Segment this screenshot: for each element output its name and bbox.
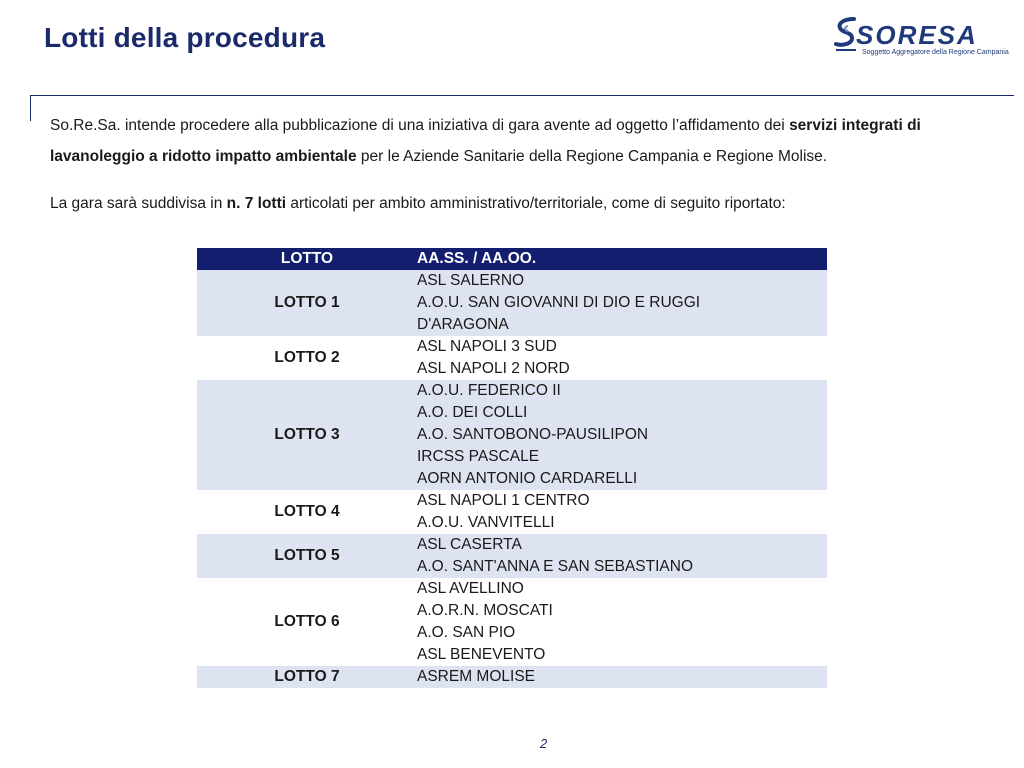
lot-label: LOTTO 3 [197, 380, 417, 490]
page-title: Lotti della procedura [44, 22, 326, 53]
entity-name: ASL AVELLINO [417, 580, 524, 597]
lots-table-body [197, 270, 827, 688]
intro-p2-bold: n. 7 lotti [226, 195, 287, 212]
logo-wordmark: SORESA [856, 20, 978, 50]
intro-paragraph-2 [50, 188, 1000, 219]
entity-name: A.O. SAN PIO [417, 624, 516, 641]
table-row [197, 490, 827, 534]
lot-entities [417, 666, 827, 688]
entity-name: AORN ANTONIO CARDARELLI [417, 470, 638, 487]
entity-name: A.O. SANTOBONO-PAUSILIPON [417, 426, 649, 443]
soresa-logo [834, 16, 1009, 60]
entity-name: A.O.U. VANVITELLI [417, 514, 555, 531]
header-divider-tick [30, 95, 31, 121]
lot-label: LOTTO 5 [197, 534, 417, 578]
header-divider [30, 95, 1014, 96]
lot-entities [417, 380, 827, 490]
page-number: 2 [540, 736, 548, 751]
soresa-logo-icon [834, 16, 858, 56]
lot-label: LOTTO 6 [197, 578, 417, 666]
table-row [197, 270, 827, 336]
lot-label: LOTTO 7 [197, 666, 417, 688]
entity-name: ASL NAPOLI 1 CENTRO [417, 492, 590, 509]
entity-name: D'ARAGONA [417, 316, 509, 333]
intro-paragraph-1 [50, 110, 1000, 172]
column-header-aziende: AA.SS. / AA.OO. [417, 248, 827, 270]
entity-name: ASREM MOLISE [417, 668, 535, 685]
entity-name: A.O. DEI COLLI [417, 404, 528, 421]
intro-p1-bold: servizi integrati di lavanoleggio a ridotto impatto ambientale [50, 117, 921, 165]
logo-subtitle: Soggetto Aggregatore della Regione Campania [862, 49, 1009, 56]
entity-name: ASL SALERNO [417, 272, 525, 289]
entity-name: A.O. SANT'ANNA E SAN SEBASTIANO [417, 558, 694, 575]
lot-entities [417, 336, 827, 380]
lot-entities [417, 490, 827, 534]
lot-entities [417, 534, 827, 578]
intro-p1-text-a: So.Re.Sa. intende procedere alla pubblicazione di una iniziativa di gara avente ad oggetto l’affidamento dei [50, 117, 790, 134]
lots-table-header [197, 248, 827, 270]
entity-name: IRCSS PASCALE [417, 448, 540, 465]
lot-entities [417, 578, 827, 666]
table-row [197, 578, 827, 666]
lot-label: LOTTO 2 [197, 336, 417, 380]
table-row [197, 534, 827, 578]
intro-p1-text-b: per le Aziende Sanitarie della Regione Campania e Regione Molise. [356, 148, 828, 165]
intro-p2-text-b: articolati per ambito amministrativo/territoriale, come di seguito riportato: [286, 195, 786, 212]
column-header-lotto: LOTTO [197, 248, 417, 270]
entity-name: ASL CASERTA [417, 536, 522, 553]
entity-name: A.O.U. SAN GIOVANNI DI DIO E RUGGI [417, 294, 701, 311]
entity-name: ASL NAPOLI 3 SUD [417, 338, 557, 355]
entity-name: A.O.U. FEDERICO II [417, 382, 561, 399]
intro-p2-text-a: La gara sarà suddivisa in [50, 195, 227, 212]
table-row [197, 666, 827, 688]
entity-name: A.O.R.N. MOSCATI [417, 602, 553, 619]
lot-entities [417, 270, 827, 336]
lot-label: LOTTO 1 [197, 270, 417, 336]
lots-table [197, 248, 827, 688]
entity-name: ASL BENEVENTO [417, 646, 546, 663]
entity-name: ASL NAPOLI 2 NORD [417, 360, 570, 377]
lot-label: LOTTO 4 [197, 490, 417, 534]
table-row [197, 380, 827, 490]
table-row [197, 336, 827, 380]
